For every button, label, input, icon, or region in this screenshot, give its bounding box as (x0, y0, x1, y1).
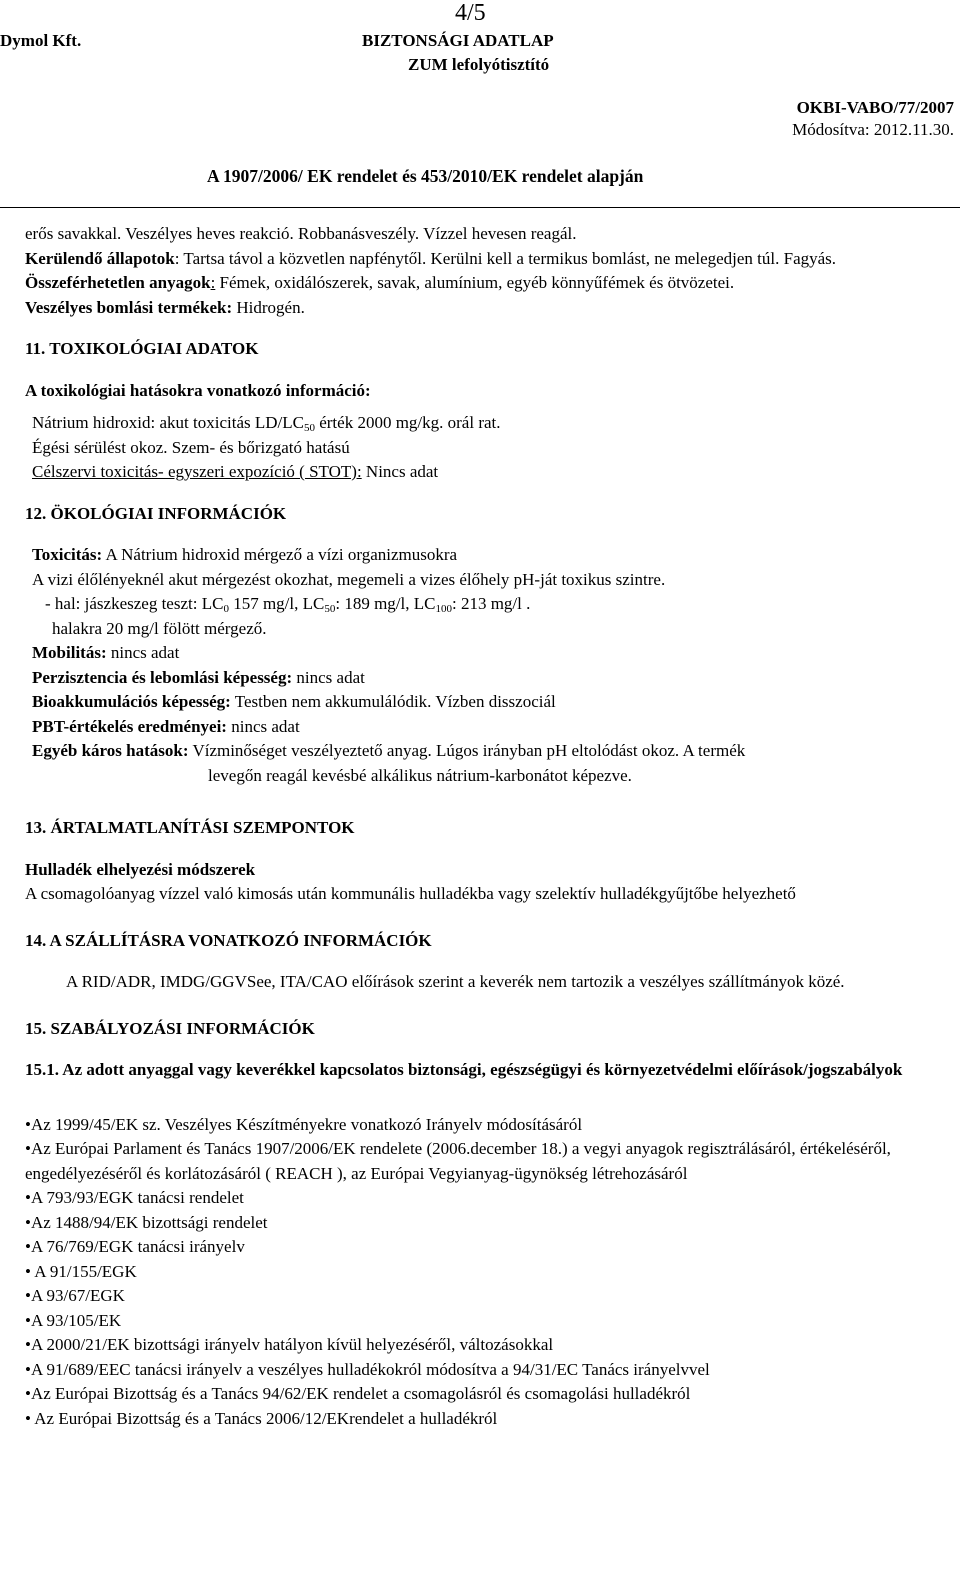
section-15-subheading: 15.1. Az adott anyaggal vagy keverékkel kapcsolatos biztonsági, egészségügyi és környezetvédelmi előírások/jogszabályok (25, 1060, 903, 1079)
persistence-line (25, 666, 950, 691)
list-item: • Az Európai Bizottság és a Tanács 94/62/EK rendelet a csomagolásról és csomagolási hulladékról (25, 1382, 950, 1407)
transport-text: A RID/ADR, IMDG/GGVSee, ITA/CAO előírások szerint a keverék nem tartozik a veszélyes szállítmányok közé. (66, 972, 845, 991)
pbt-text: nincs adat (226, 716, 300, 736)
section-14 (25, 929, 950, 995)
incompatible-text: Fémek, oxidálószerek, savak, alumínium, egyéb könnyűfémek és ötvözetei. (215, 273, 735, 292)
pbt-label: PBT-értékelés eredményei: (32, 716, 227, 736)
bioaccumulation-text: Testben nem akkumulálódik. Vízben disszociál (230, 692, 556, 711)
list-item: • A 91/689/EEC tanácsi irányelv a veszélyes hulladékokról módosítva a 94/31/EC Tanács irányelvvel (25, 1358, 950, 1383)
acute-toxicity-sub: 50 (303, 422, 315, 434)
fish-test-d: : 213 mg/l . (451, 594, 531, 613)
stot-label: Célszervi toxicitás- egyszeri expozíció ( STOT): (32, 462, 362, 481)
fish-test (25, 592, 950, 617)
toxicity-label: Toxicitás: (32, 545, 103, 564)
mobility-label: Mobilitás: (32, 643, 107, 662)
section-15-heading: 15. SZABÁLYOZÁSI INFORMÁCIÓK (25, 1018, 315, 1038)
section-12-heading: 12. ÖKOLÓGIAI INFORMÁCIÓK (25, 503, 287, 523)
fish-test-b: 157 mg/l, LC (228, 594, 325, 613)
list-item: • A 76/769/EGK tanácsi irányelv (25, 1235, 950, 1260)
conditions-label: Kerülendő állapotok (25, 248, 175, 268)
persistence-text: nincs adat (292, 667, 365, 687)
incompatible-materials (25, 271, 950, 296)
reactivity-text: erős savakkal. Veszélyes heves reakció. Robbanásveszély. Vízzel hevesen reagál. (25, 224, 577, 243)
list-item: • A 793/93/EGK tanácsi rendelet (25, 1186, 950, 1211)
list-item: • Az 1488/94/EK bizottsági rendelet (25, 1211, 950, 1236)
toxicity-line (25, 543, 950, 568)
document-code: OKBI-VABO/77/2007 (796, 98, 954, 117)
toxicity-text: A Nátrium hidroxid mérgező a vízi organizmusokra (102, 545, 458, 564)
list-item: • A 93/67/EGK (25, 1284, 950, 1309)
regulation-reference: A 1907/2006/ EK rendelet és 453/2010/EK rendelet alapján (207, 166, 644, 186)
document-title: BIZTONSÁGI ADATLAP (362, 31, 554, 50)
acute-toxicity-value: érték 2000 mg/kg. orál rat. (314, 413, 501, 432)
section-13-subheading: Hulladék elhelyezési módszerek (25, 859, 256, 879)
page-number: 4/5 (455, 0, 486, 26)
fish-test-s3: 100 (435, 603, 452, 615)
section-11-subheading: A toxikológiai hatásokra vonatkozó információ: (25, 380, 371, 400)
section-13-heading: 13. ÁRTALMATLANÍTÁSI SZEMPONTOK (25, 818, 355, 837)
list-item: • Az 1999/45/EK sz. Veszélyes Készítményekre vonatkozó Irányelv módosításáról (25, 1113, 950, 1138)
list-item: • Az Európai Parlament és Tanács 1907/2006/EK rendelete (2006.december 18.) a vegyi anyagok regisztrálásáról, értékeléséről, engedélyezéséről és korlátozásáról ( REACH ), az Európai Vegyianyag-ügynökség létrehozásáról (25, 1137, 950, 1186)
other-effects-label: Egyéb káros hatások: (32, 741, 189, 760)
acute-toxicity-text: Nátrium hidroxid: akut toxicitás LD/LC (32, 413, 304, 432)
burn-warning: Égési sérülést okoz. Szem- és bőrizgató hatású (32, 437, 350, 457)
aquatic-effect: A vizi élőlényeknél akut mérgezést okozhat, megemeli a vizes élőhely pH-ját toxikus szintre. (32, 569, 666, 589)
section-12 (25, 502, 950, 789)
fish-test-s2: 50 (324, 603, 336, 615)
decomposition-label: Veszélyes bomlási termékek: (25, 297, 233, 317)
mobility-text: nincs adat (106, 643, 180, 662)
other-effects-text: Vízminőséget veszélyeztető anyag. Lúgos irányban pH eltolódást okoz. A termék (188, 741, 746, 760)
fish-test-c: : 189 mg/l, LC (335, 594, 436, 613)
section-10-continued (25, 222, 950, 320)
stot-text: Nincs adat (361, 462, 439, 481)
section-11 (25, 337, 950, 485)
list-item: • A 93/105/EK (25, 1309, 950, 1334)
decomposition-text: Hidrogén. (232, 297, 305, 317)
section-13 (25, 816, 950, 907)
list-item: • A 2000/21/EK bizottsági irányelv hatályon kívül helyezéséről, változásokkal (25, 1333, 950, 1358)
section-15 (25, 1017, 950, 1432)
modification-date: Módosítva: 2012.11.30. (792, 120, 954, 139)
acute-toxicity (25, 411, 950, 436)
company-name: Dymol Kft. (0, 31, 82, 50)
list-item: • A 91/155/EGK (25, 1260, 950, 1285)
incompatible-label: Összeférhetetlen anyagok (25, 273, 211, 292)
other-effects-continued: levegőn reagál kevésbé alkálikus nátrium-karbonátot képezve. (208, 765, 632, 785)
mobility-line (25, 641, 950, 666)
list-item: • Az Európai Bizottság és a Tanács 2006/12/EKrendelet a hulladékról (25, 1407, 950, 1432)
section-14-heading: 14. A SZÁLLÍTÁSRA VONATKOZÓ INFORMÁCIÓK (25, 930, 432, 950)
disposal-text: A csomagolóanyag vízzel való kimosás után kommunális hulladékba vagy szelektív hulladékgyűjtőbe helyezhető (25, 884, 796, 903)
regulation-list (25, 1113, 950, 1432)
pbt-line (25, 715, 950, 740)
document-body (25, 222, 950, 1431)
header-divider (0, 207, 960, 208)
bioaccumulation-label: Bioakkumulációs képesség: (32, 692, 231, 711)
conditions-text: : Tartsa távol a közvetlen napfénytől. Kerülni kell a termikus bomlást, ne melegedjen túl. Fagyás. (174, 248, 837, 268)
stot-line (25, 460, 950, 485)
section-11-heading: 11. TOXIKOLÓGIAI ADATOK (25, 339, 259, 358)
product-name: ZUM lefolyótisztító (408, 55, 550, 74)
other-effects-line (25, 739, 950, 764)
incompatible-colon: : (210, 273, 216, 292)
bioaccumulation-line (25, 690, 950, 715)
fish-test-a: - hal: jászkeszeg teszt: LC (45, 594, 224, 613)
persistence-label: Perzisztencia és lebomlási képesség: (32, 667, 293, 687)
fish-toxicity: halakra 20 mg/l fölött mérgező. (52, 618, 267, 638)
conditions-to-avoid (25, 247, 950, 272)
fish-test-s1: 0 (223, 603, 229, 615)
decomposition-products (25, 296, 950, 321)
